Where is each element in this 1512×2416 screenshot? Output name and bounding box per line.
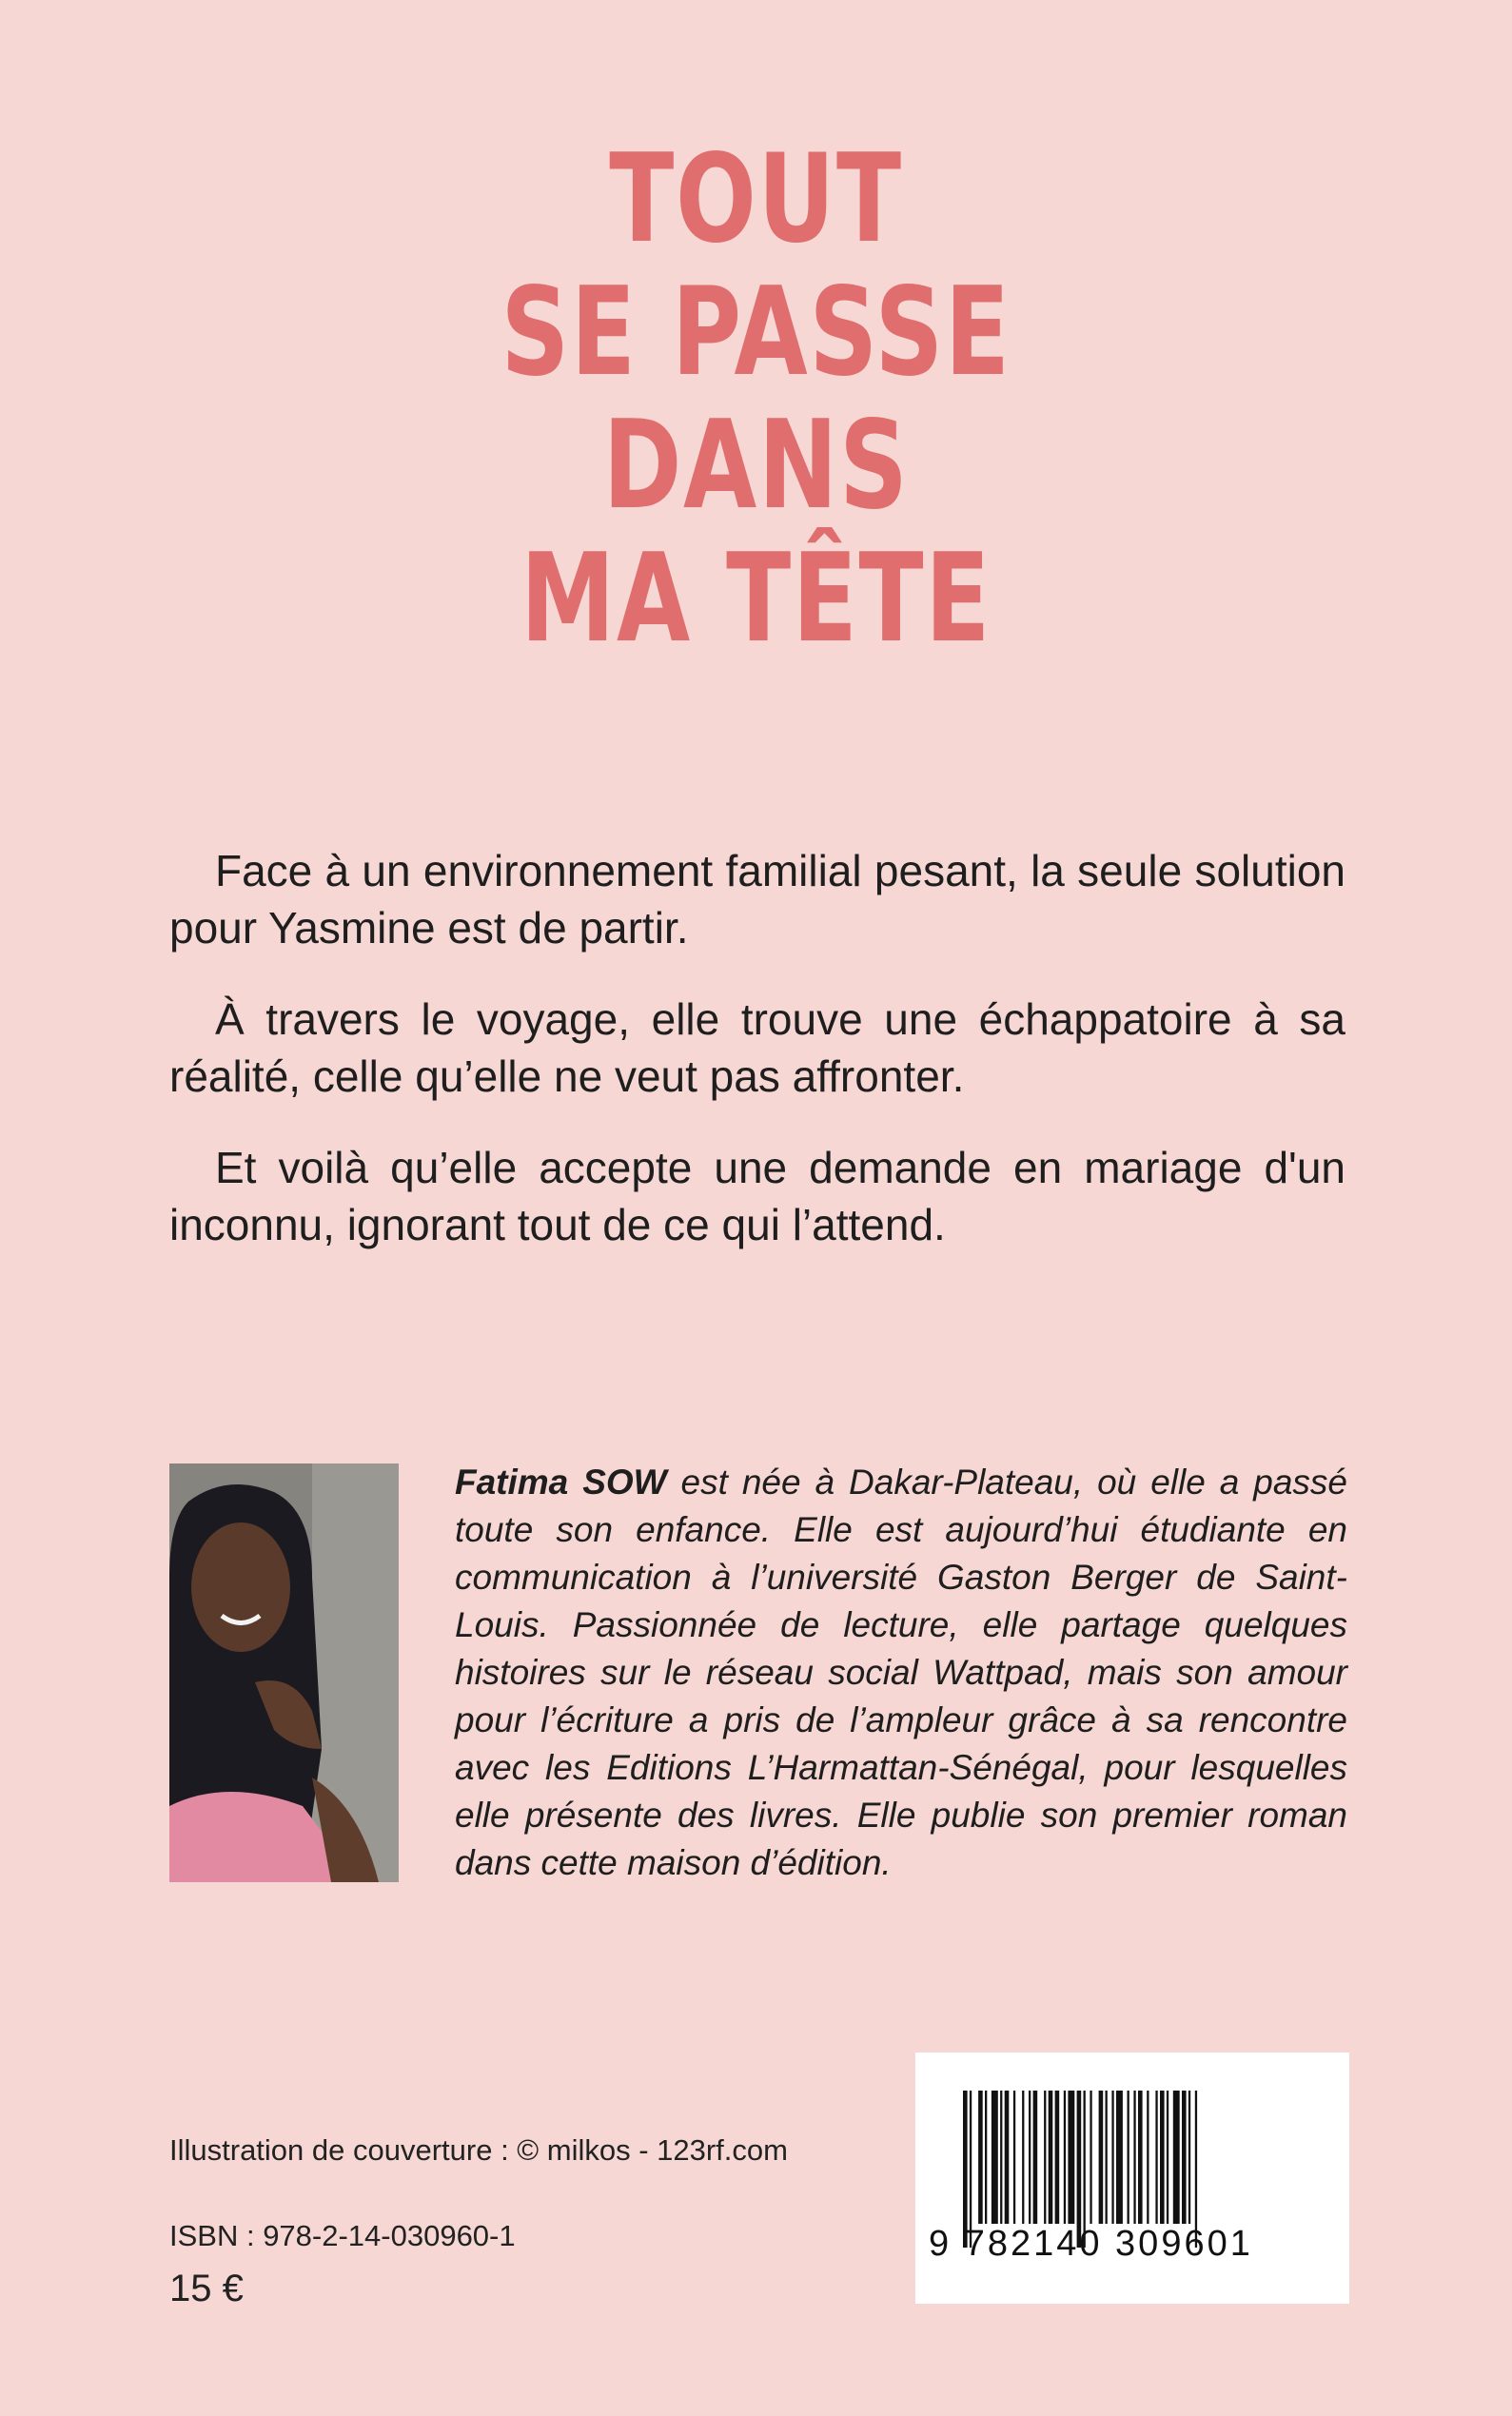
barcode-bar: [985, 2091, 987, 2224]
barcode-bar: [1133, 2091, 1135, 2224]
barcode: [915, 2053, 1349, 2304]
barcode-bar: [1167, 2091, 1168, 2224]
barcode-bar: [1188, 2091, 1190, 2224]
barcode-bar: [1182, 2091, 1187, 2224]
book-title: [0, 128, 1512, 670]
title-line: TOUT: [609, 128, 903, 270]
barcode-bar: [1005, 2091, 1010, 2224]
author-name: Fatima SOW: [455, 1463, 667, 1502]
barcode-bar: [1033, 2091, 1038, 2224]
barcode-bar: [1029, 2091, 1031, 2224]
synopsis-paragraph: Face à un environnement familial pesant, la seule solution pour Yasmine est de partir.: [169, 846, 1345, 953]
author-bio-text: est née à Dakar-Plateau, où elle a passé toute son enfance. Elle est aujourd’hui étudiante en communication à l’université Gaston Berger de Saint-Louis. Passionnée de lecture, elle partage quelques histoires sur le réseau social Wattpad, mais son amour pour l’écriture a pris de l’ampleur grâce à sa rencontre avec les Editions L’Harmattan-Sénégal, pour lesquelles elle présente des livres. Elle publie son premier roman dans cette maison d’édition.: [455, 1463, 1347, 1882]
barcode-bar: [1055, 2091, 1060, 2224]
barcode-bar: [1111, 2091, 1113, 2224]
barcode-bar: [1044, 2091, 1046, 2224]
barcode-bars: [915, 2053, 1349, 2304]
barcode-bar: [1147, 2091, 1149, 2224]
barcode-bar: [1022, 2091, 1024, 2224]
barcode-bar: [1000, 2091, 1002, 2224]
isbn-text: ISBN : 978-2-14-030960-1: [169, 2219, 516, 2252]
author-photo: [169, 1463, 399, 1882]
barcode-bar: [1173, 2091, 1180, 2224]
barcode-bar: [1155, 2091, 1157, 2224]
barcode-bar: [1049, 2091, 1053, 2224]
synopsis-paragraph: À travers le voyage, elle trouve une échappatoire à sa réalité, celle qu’elle ne veut pas affronter.: [169, 994, 1345, 1101]
barcode-bar: [1138, 2091, 1143, 2224]
title-line: DANS: [602, 395, 910, 537]
price-text: 15 €: [169, 2268, 244, 2309]
barcode-bar: [978, 2091, 983, 2224]
title-line: SE PASSE: [501, 262, 1011, 403]
author-bio: [455, 1459, 1347, 1887]
barcode-bar: [1116, 2091, 1123, 2224]
barcode-bar: [1099, 2091, 1104, 2224]
synopsis-paragraph: Et voilà qu’elle accepte une demande en mariage d'un inconnu, ignorant tout de ce qui l’attend.: [169, 1143, 1345, 1249]
title-line: MA TÊTE: [520, 528, 992, 670]
barcode-bar: [1160, 2091, 1165, 2224]
barcode-digits: 9 782140 309601: [929, 2224, 1253, 2264]
barcode-bar: [992, 2091, 998, 2224]
barcode-bar: [1106, 2091, 1108, 2224]
barcode-bar: [1068, 2091, 1074, 2224]
cover-credit: Illustration de couverture : © milkos - 123rf.com: [169, 2133, 788, 2167]
barcode-bar: [1064, 2091, 1066, 2224]
barcode-bar: [1013, 2091, 1015, 2224]
barcode-bar: [1128, 2091, 1129, 2224]
synopsis: [169, 842, 1345, 1287]
barcode-bar: [1090, 2091, 1091, 2224]
